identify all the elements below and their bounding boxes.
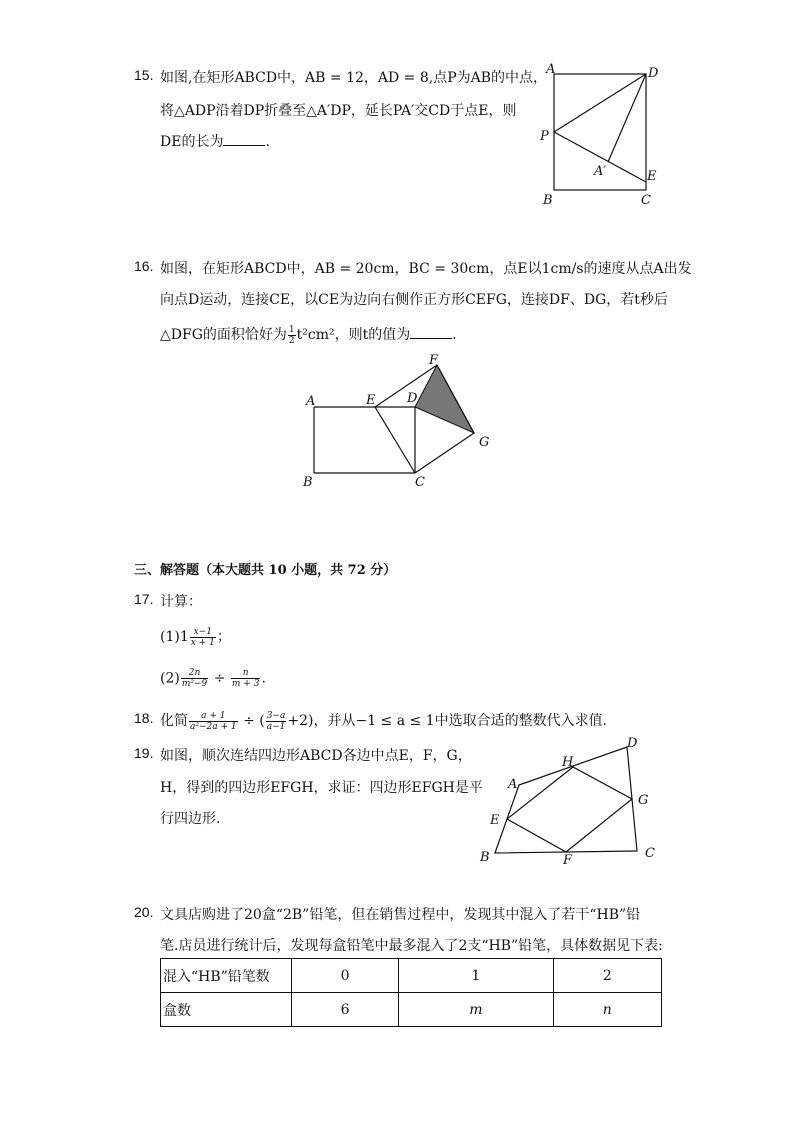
label-b: B [480,850,490,865]
fraction-half: $\frac{1}{2}$ [288,324,295,346]
label-b: B [303,475,313,490]
q15-line2: 将△ADP沿着DP折叠至△A′DP，延长PA′交CD于点E，则 [160,103,517,119]
label-h: H [562,755,574,770]
table-cell: 1 [399,959,553,993]
q17-part1: (1)1 $\frac{x-1}{x + 1}$ ； [160,626,231,648]
q19-line1: 如图，顺次连结四边形ABCD各边中点E，F，G， [160,748,472,764]
table-cell: m [399,993,553,1027]
answer-blank[interactable] [223,133,265,146]
section-title: 三、解答题（本大题共 10 小题，共 72 分） [134,563,397,578]
answer-blank[interactable] [410,326,452,339]
label-g: G [479,435,490,450]
table-row [161,959,662,993]
table-row [161,993,662,1027]
triangle-dfg-shaded [415,365,474,433]
table-cell: 混入“HB”铅笔数 [161,959,292,993]
q15-line1: 如图,在矩形ABCD中，AB = 12，AD = 8,点P为AB的中点， [160,70,548,86]
fraction: $\frac{3-a}{a-1}$ [266,710,286,732]
segment-pd [554,74,646,132]
segment-ec [375,407,415,473]
q19-figure [475,733,665,871]
q19-line2: H，得到的四边形EFGH，求证：四边形EFGH是平 [160,780,483,796]
segment-gc [415,433,474,473]
q20-number: 20. [134,904,154,920]
label-a: A [546,62,556,77]
q16-line2: 向点D运动，连接CE，以CE为边向右侧作正方形CEFG，连接DF、DG，若t秒后 [160,292,668,308]
table-cell: n [553,993,661,1027]
q16-line1: 如图，在矩形ABCD中，AB = 20cm，BC = 30cm，点E以1cm/s的速度从点A出发 [160,261,692,277]
quadrilateral-efgh [507,767,632,852]
q18-text: 化简 $\frac{a + 1}{\text{a²−2a + 1}}$ ÷ ( $\frac{3-a}{a-1}$ +2)，并从−1 ≤ a ≤ 1中选取合适的整数代入求值. [160,710,608,732]
label-c: C [641,193,651,208]
q17-intro: 计算： [160,594,202,610]
label-e: E [366,393,376,408]
label-d: D [627,736,638,751]
fraction: $\frac{a + 1}{\text{a²−2a + 1}}$ [190,710,237,732]
q16-line3: △DFG的面积恰好为 $\frac{1}{2}$ t²cm²，则t的值为 . [160,324,457,346]
label-e: E [490,813,500,828]
label-a: A [306,394,316,409]
label-d: D [648,66,659,81]
table-cell: 6 [292,993,399,1027]
label-b: B [543,193,553,208]
q15-line3: DE的长为 . [160,134,270,150]
fraction: $\frac{n}{m + 3}$ [231,668,260,689]
label-a-prime: A′ [594,164,607,179]
label-c: C [415,475,425,490]
label-e: E [647,169,657,184]
q20-line2: 笔.店员进行统计后，发现每盒铅笔中最多混入了2支“HB”铅笔，具体数据见下表: [160,938,663,954]
q19-number: 19. [134,745,154,761]
q18-number: 18. [134,710,154,726]
label-g: G [638,793,649,808]
label-d: D [407,391,418,406]
fraction: $\frac{2n}{\text{m²−9}}$ [181,668,208,689]
label-f: F [563,853,573,868]
q17-part2: (2) $\frac{2n}{\text{m²−9}}$ ÷ $\frac{n}{m + 3}$ . [160,668,266,689]
label-c: C [645,846,655,861]
q15-figure [530,58,670,213]
q16-figure [298,350,508,495]
q20-line1: 文具店购进了20盒“2B”铅笔，但在销售过程中，发现其中混入了若干“HB”铅 [160,907,641,923]
fraction: $\frac{x-1}{x + 1}$ [190,626,215,648]
table-cell: 盒数 [161,993,292,1027]
table-cell: 2 [553,959,661,993]
table-cell: 0 [292,959,399,993]
q19-line3: 行四边形. [160,811,221,827]
label-a: A [508,777,518,792]
data-table [160,958,662,1027]
q17-number: 17. [134,591,154,607]
q16-number: 16. [134,258,154,274]
segment-da1 [608,74,646,162]
label-f: F [429,353,439,368]
q15-number: 15. [134,67,154,83]
label-p: P [540,129,549,144]
